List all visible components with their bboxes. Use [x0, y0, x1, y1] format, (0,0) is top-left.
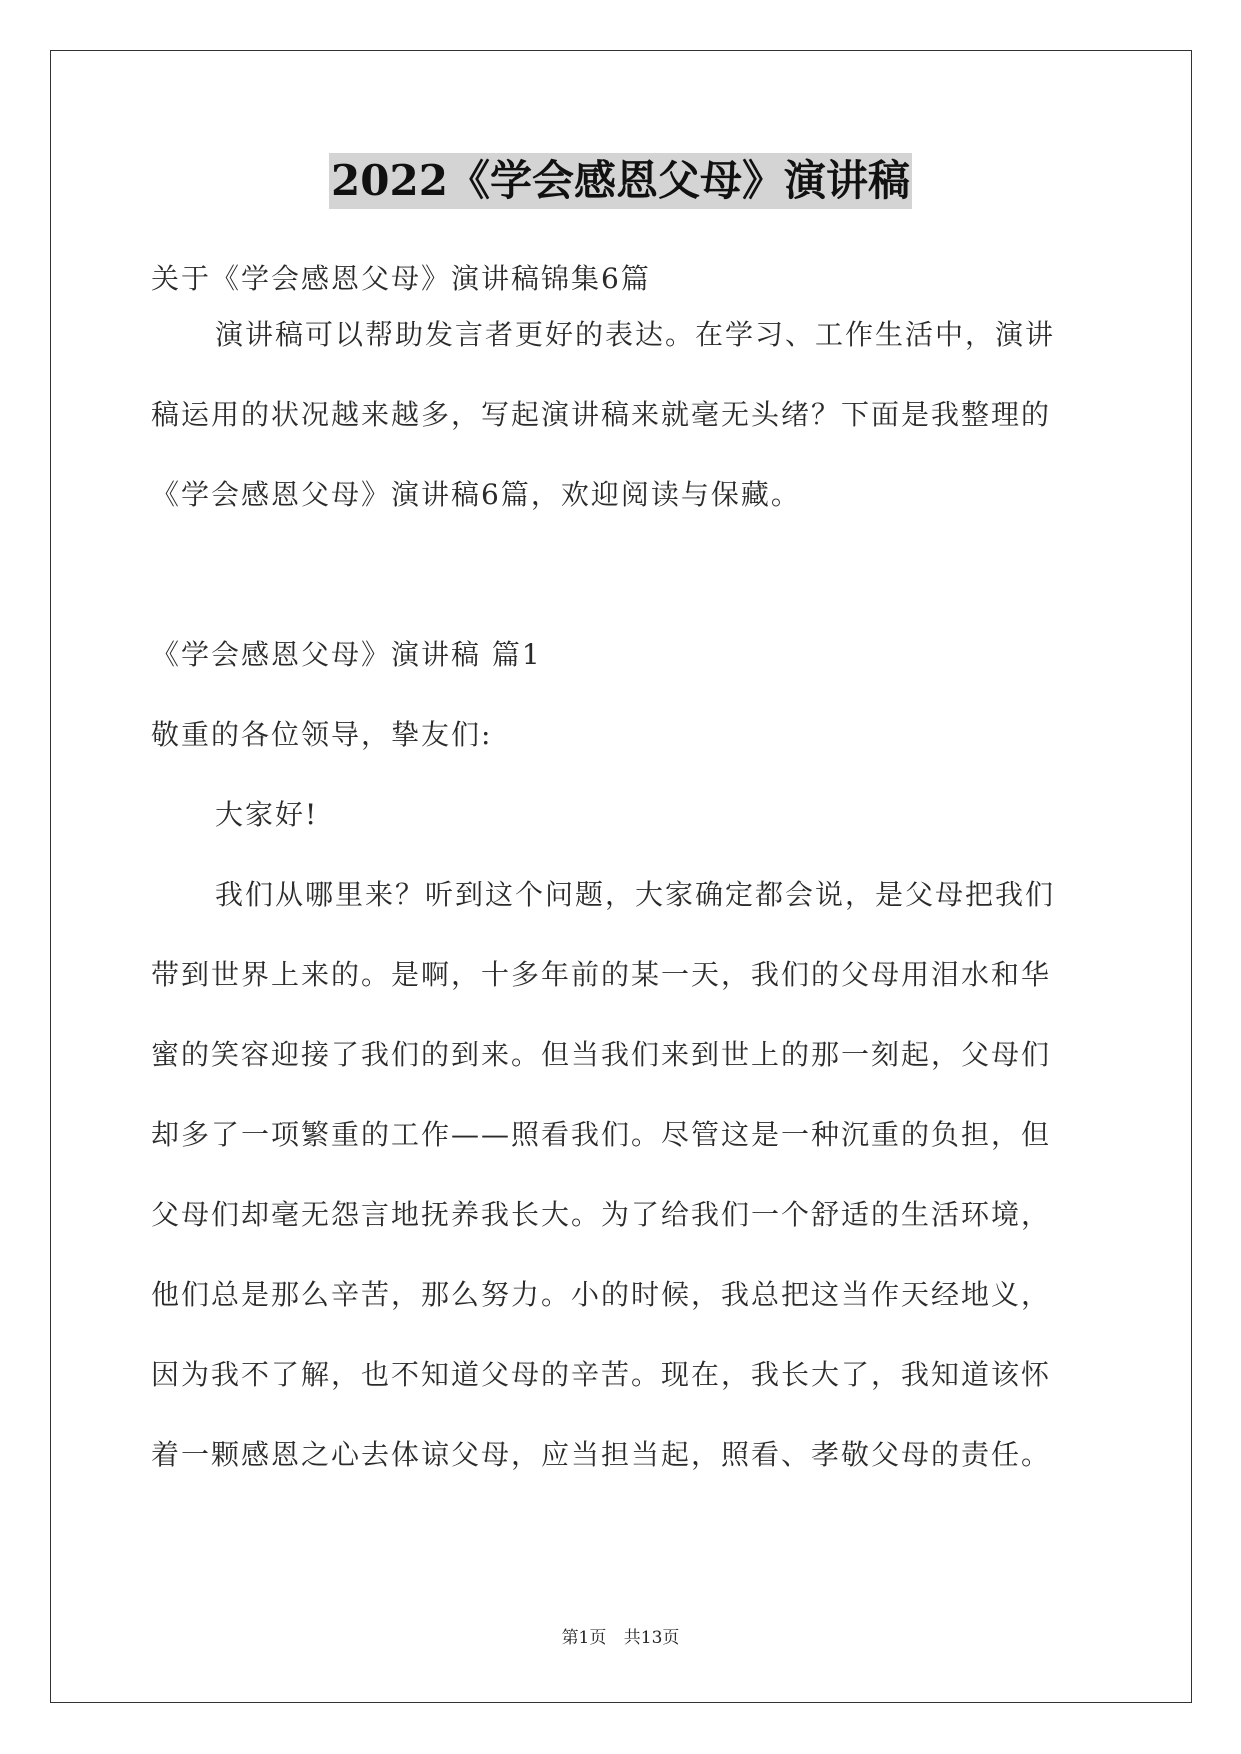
body-paragraph: [151, 855, 1091, 1495]
section-heading-block: [151, 615, 1091, 695]
document-title: 2022《学会感恩父母》演讲稿: [329, 153, 912, 209]
body-line: 父母们却毫无怨言地抚养我长大。为了给我们一个舒适的生活环境，: [151, 1198, 1052, 1231]
body-line: 我们从哪里来？听到这个问题，大家确定都会说，是父母把我们: [215, 878, 1056, 911]
body-line: 着一颗感恩之心去体谅父母，应当担当起，照看、孝敬父母的责任。: [151, 1438, 1052, 1471]
greeting: 大家好!: [215, 798, 319, 831]
body-line: 却多了一项繁重的工作——照看我们。尽管这是一种沉重的负担，但: [151, 1118, 1052, 1151]
body-line: 带到世界上来的。是啊，十多年前的某一天，我们的父母用泪水和华: [151, 958, 1052, 991]
title-container: [0, 153, 1241, 209]
salutation-block: [151, 695, 1091, 775]
body-line: 他们总是那么辛苦，那么努力。小的时候，我总把这当作天经地义，: [151, 1278, 1052, 1311]
page-number: 第1页: [561, 1628, 607, 1648]
page-footer: [0, 1623, 1241, 1648]
body-line: 因为我不了解，也不知道父母的辛苦。现在，我长大了，我知道该怀: [151, 1358, 1052, 1391]
greeting-block: [151, 775, 1091, 855]
intro-line: 演讲稿可以帮助发言者更好的表达。在学习、工作生活中，演讲: [215, 318, 1056, 351]
section-heading: 《学会感恩父母》演讲稿 篇1: [151, 638, 542, 671]
body-line: 蜜的笑容迎接了我们的到来。但当我们来到世上的那一刻起，父母们: [151, 1038, 1052, 1071]
page-total: 共13页: [623, 1628, 680, 1648]
salutation: 敬重的各位领导，挚友们:: [151, 718, 493, 751]
intro-line: 稿运用的状况越来越多，写起演讲稿来就毫无头绪？下面是我整理的: [151, 398, 1052, 431]
intro-line: 《学会感恩父母》演讲稿6篇，欢迎阅读与保藏。: [151, 478, 801, 511]
intro-paragraph: [151, 295, 1091, 535]
document-subtitle: 关于《学会感恩父母》演讲稿锦集6篇: [151, 262, 651, 295]
